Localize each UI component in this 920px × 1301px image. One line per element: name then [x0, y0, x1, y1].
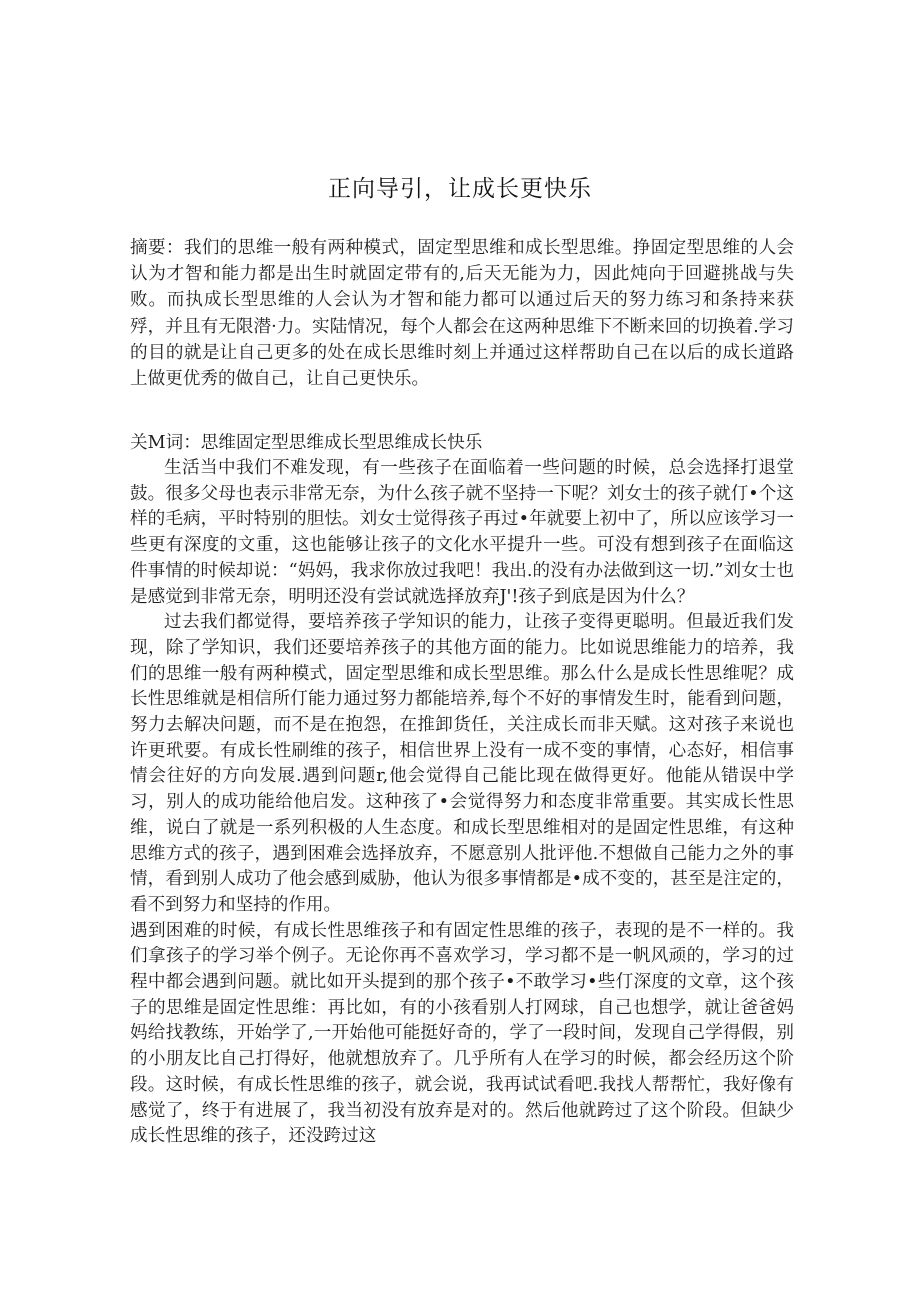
body-section: [130, 456, 794, 1150]
abstract-text: 摘要：我们的思维一般有两种模式，固定型思维和成长型思维。挣固定型思维的人会认为才智和能力都是出生时就固定带有的,后天无能为力，因此炖向于回避挑战与失败。而执成长型思维的人会认为才智和能力都可以通过后天的努力练习和条持来获殍，并且有无限潜·力。实陆情况，每个人都会在这两种思维下不断来回的切换着.学习的目的就是让自己更多的处在成长思维时刻上并通过这样帮助自己在以后的成长道路上做更优秀的做自己，让自己更快乐。: [130, 238, 794, 390]
paragraph-1: 生活当中我们不难发现，有一些孩子在面临着一些问题的时候，总会选择打退堂鼓。很多父母也表示非常无奈，为什么孩子就不坚持一下呢？刘女士的孩子就仃•个这样的毛病，平时特别的胆怯。刘女士觉得孩子再过•年就要上初中了，所以应该学习一些更有深度的文重，这也能够让孩子的文化水平提升一些。可没有想到孩子在面临这件事情的时候却说：“妈妈，我求你放过我吧！我出.的没有办法做到这一切.”刘女士也是感觉到非常无奈，明明还没有尝试就选择放弃J'!孩子到底是因为什么？: [130, 458, 794, 607]
abstract-section: [130, 235, 794, 392]
document-title: 正向导引，让成长更快乐: [328, 176, 592, 202]
paragraph-2: 过去我们都觉得，要培养孩子学知识的能力，让孩子变得更聪明。但最近我们发现，除了学知识，我们还要培养孩子的其他方面的能力。比如说思维能力的培养，我们的思维一般有两种模式，固定型思维和成长型思维。那么什么是成长性思维呢？成长性思维就是相信所仃能力通过努力都能培养,每个不好的事情发生时，能看到问题，努力去解决问题，而不是在抱怨，在推卸货任，关注成长而非天赋。这对孩子来说也许更玳要。有成长性刷维的孩子，相信世界上没有一成不变的事情，心态好，相信事情会往好的方向发展.遇到问题r,他会觉得自己能比现在做得更好。他能从错误中学习，别人的成功能给他启发。这种孩了•会觉得努力和态度非常重要。其实成长性思维，说白了就是一系列积极的人生态度。和成长型思维相对的是固定性思维，有这种思维方式的孩子，遇到困难会选择放弃，不愿意别人批评他.不想做自己能力之外的事情，看到别人成功了他会感到威胁，他认为很多事情都是•成不变的，甚至是注定的，看不到努力和坚持的作用。: [130, 612, 794, 915]
paragraph-3: 遇到困难的时候，有成长性思维孩子和有固定性思维的孩子，表现的是不一样的。我们拿孩子的学习举个例子。无论你再不喜欢学习，学习都不是一帆风顽的，学习的过程中都会遇到问题。就比如开头提到的那个孩子•不敢学习•些仃深度的文章，这个孩子的思维是固定性思维：再比如，有的小孩看别人打网球，自己也想学，就让爸爸妈妈给找教练，开始学了,一开始他可能挺好奇的，学了一段时间，发现自己学得假，别的小朋友比自己打得好，他就想放弃了。几乎所有人在学习的时候，都会经历这个阶段。这时候，有成长性思维的孩子，就会说，我再试试看吧.我找人帮帮忙，我好像有感觉了，终于有进展了，我当初没有放弃是对的。然后他就跨过了这个阶段。但缺少成长性思维的孩子，还没跨过这: [130, 920, 794, 1147]
keywords-section: [130, 430, 794, 456]
keywords-text: 关M词：思维固定型思维成长型思维成长快乐: [130, 433, 483, 453]
